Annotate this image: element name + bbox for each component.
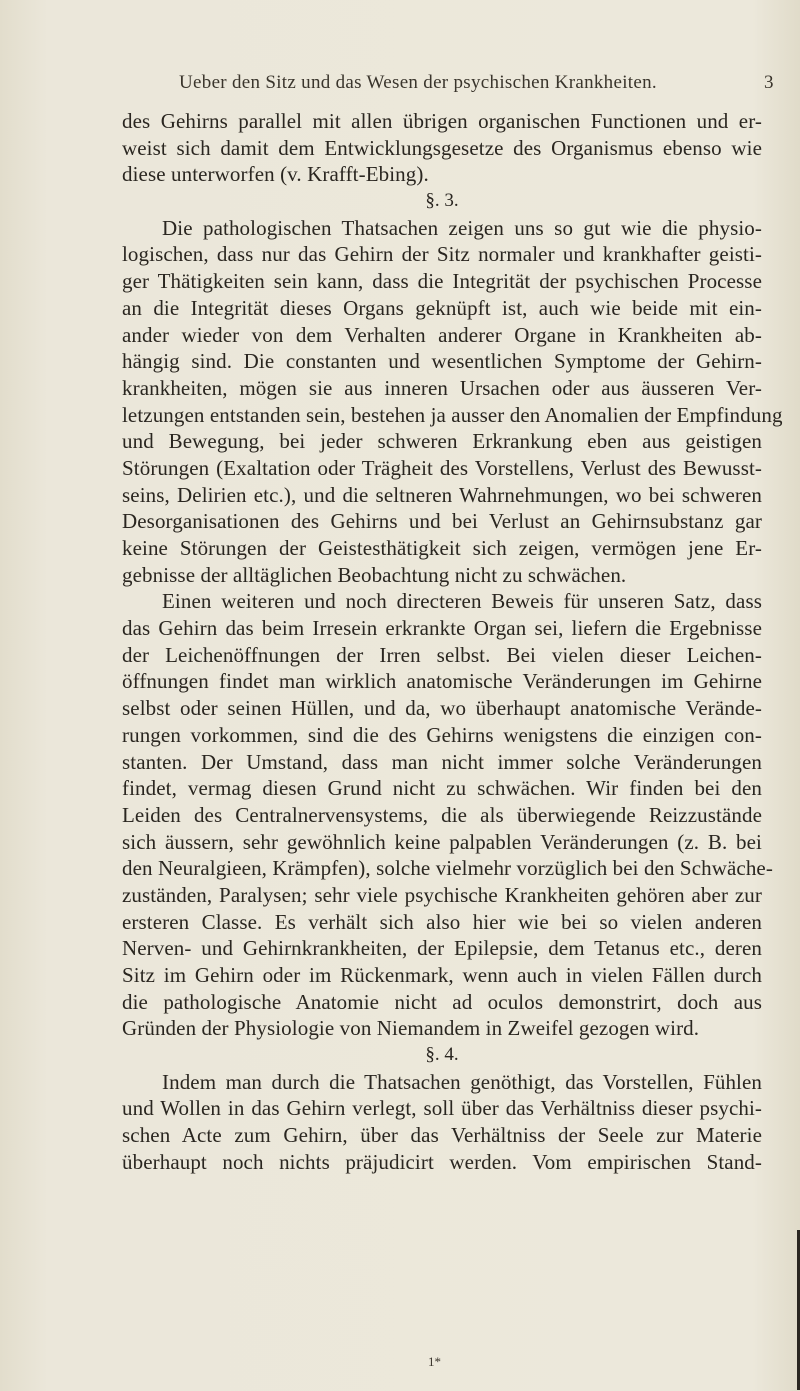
text-line: seins, Delirien etc.), und die seltneren Wahrnehmungen, wo bei schweren [122, 482, 762, 507]
text-line: und Bewegung, bei jeder schweren Erkrankung eben aus geistigen [122, 429, 762, 454]
text-line: krankheiten, mögen sie aus inneren Ursachen oder aus äusseren Ver- [122, 375, 762, 400]
text-line: öffnungen findet man wirklich anatomische Veränderungen im Gehirne [122, 669, 762, 694]
text-line: überhaupt noch nichts präjudicirt werden. Vom empirischen Stand- [122, 1149, 762, 1174]
text-line: sich äussern, sehr gewöhnlich keine palpablen Veränderungen (z. B. bei [122, 829, 762, 854]
text-line: schen Acte zum Gehirn, über das Verhältniss der Seele zur Materie [122, 1123, 762, 1148]
text-line: ger Thätigkeiten sein kann, dass die Integrität der psychischen Processe [122, 269, 762, 294]
text-line: ersteren Classe. Es verhält sich also hier wie bei so vielen anderen [122, 909, 762, 934]
text-line: Desorganisationen des Gehirns und bei Verlust an Gehirnsubstanz gar [122, 509, 762, 534]
text-line: gebnisse der alltäglichen Beobachtung nicht zu schwächen. [122, 562, 627, 587]
text-line: Die pathologischen Thatsachen zeigen uns so gut wie die physio- [162, 215, 762, 240]
text-line: findet, vermag diesen Grund nicht zu schwächen. Wir finden bei den [122, 776, 762, 801]
text-line: und Wollen in das Gehirn verlegt, soll über das Verhältniss dieser psychi- [122, 1096, 762, 1121]
text-line: den Neuralgieen, Krämpfen), solche vielmehr vorzüglich bei den Schwäche- [122, 856, 773, 881]
text-line: ander wieder von dem Verhalten anderer Organe in Krankheiten ab- [122, 322, 762, 347]
section-heading: §. 4. [425, 1044, 459, 1066]
text-line: das Gehirn das beim Irresein erkrankte Organ sei, liefern die Ergebnisse [122, 616, 762, 641]
text-line: diese unterworfen (v. Krafft-Ebing). [122, 162, 429, 187]
running-header [0, 72, 800, 102]
text-line: letzungen entstanden sein, bestehen ja ausser den Anomalien der Empfindung [122, 402, 783, 427]
text-line: weist sich damit dem Entwicklungsgesetze des Organismus ebenso wie [122, 135, 762, 160]
text-line: des Gehirns parallel mit allen übrigen organischen Functionen und er- [122, 109, 762, 133]
text-line: keine Störungen der Geistesthätigkeit sich zeigen, vermögen jene Er- [122, 536, 762, 560]
text-line: zuständen, Paralysen; sehr viele psychische Krankheiten gehören aber zur [122, 882, 762, 907]
text-line: die pathologische Anatomie nicht ad oculos demonstrirt, doch aus [122, 989, 762, 1014]
text-line: selbst oder seinen Hüllen, und da, wo überhaupt anatomische Verände- [122, 696, 762, 721]
text-line: hängig sind. Die constanten und wesentlichen Symptome der Gehirn- [122, 349, 762, 374]
text-line: logischen, dass nur das Gehirn der Sitz normaler und krankhafter geisti- [122, 242, 762, 267]
text-line: Störungen (Exaltation oder Trägheit des Vorstellens, Verlust des Bewusst- [122, 455, 762, 480]
text-line: der Leichenöffnungen der Irren selbst. Bei vielen dieser Leichen- [122, 642, 762, 667]
section-heading: §. 3. [425, 190, 459, 212]
text-line: Nerven- und Gehirnkrankheiten, der Epilepsie, dem Tetanus etc., deren [122, 936, 762, 961]
signature-mark: 1* [428, 1354, 441, 1369]
text-line: Gründen der Physiologie von Niemandem in Zweifel gezogen wird. [122, 1016, 700, 1041]
page-number: 3 [764, 72, 774, 93]
body-text [122, 108, 783, 1176]
text-line: Indem man durch die Thatsachen genöthigt, das Vorstellen, Fühlen [162, 1069, 762, 1094]
text-line: rungen vorkommen, sind die des Gehirns wenigstens die einzigen con- [122, 722, 762, 747]
text-line: Einen weiteren und noch directeren Beweis für unseren Satz, dass [162, 589, 762, 614]
header-title: Ueber den Sitz und das Wesen der psychischen Krankheiten. [179, 72, 657, 93]
text-line: Sitz im Gehirn oder im Rückenmark, wenn auch in vielen Fällen durch [122, 963, 762, 987]
text-line: stanten. Der Umstand, dass man nicht immer solche Veränderungen [122, 749, 762, 774]
text-line: Leiden des Centralnervensystems, die als überwiegende Reizzustände [122, 802, 762, 827]
text-line: an die Integrität dieses Organs geknüpft ist, auch wie beide mit ein- [122, 295, 762, 320]
